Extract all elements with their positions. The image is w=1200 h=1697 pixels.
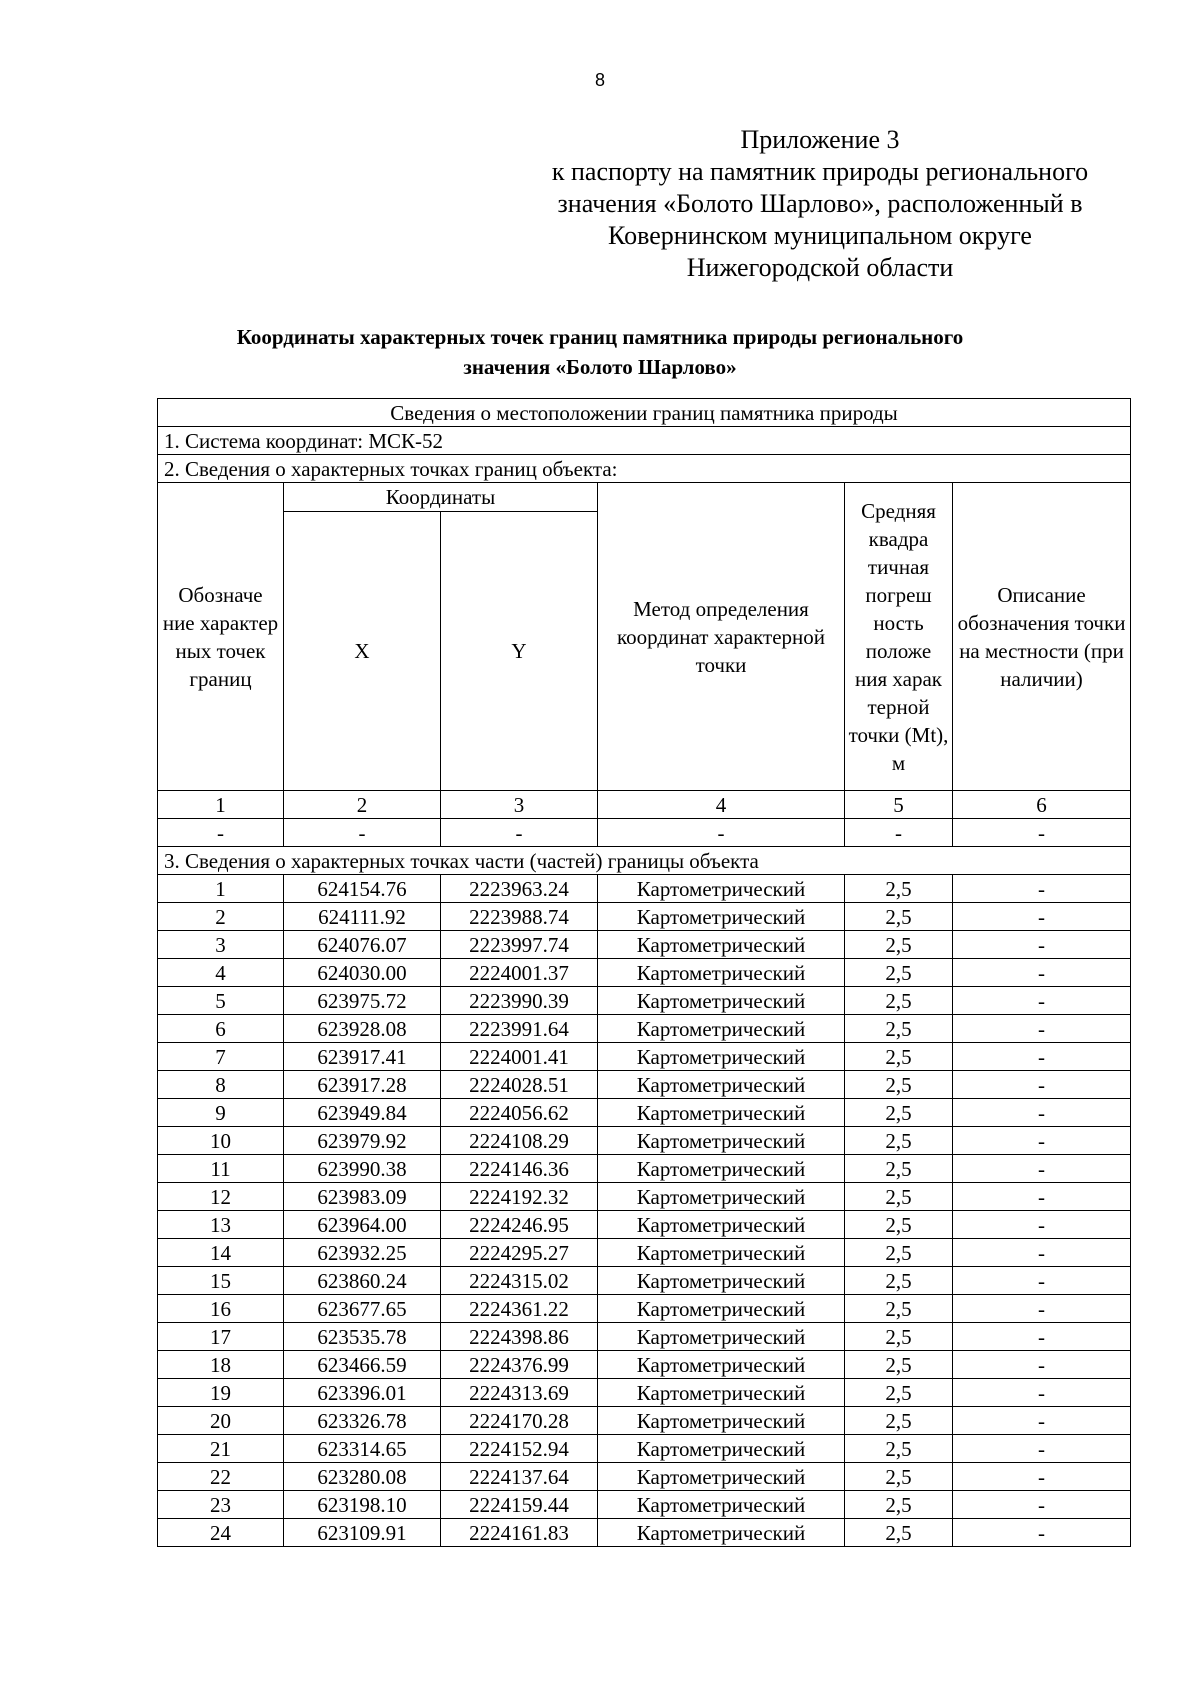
header-row-1 xyxy=(158,483,1131,512)
y-coordinate: 2224146.36 xyxy=(441,1155,598,1183)
header-designation: Обозначе ние характер ных точек границ xyxy=(158,483,284,791)
parts-heading-row xyxy=(158,847,1131,875)
description-cell: - xyxy=(953,1379,1131,1407)
description-cell: - xyxy=(953,1043,1131,1071)
y-coordinate: 2224161.83 xyxy=(441,1519,598,1547)
error-value: 2,5 xyxy=(845,1127,953,1155)
table-row xyxy=(158,1267,1131,1295)
header-description: Описание обозначения точки на местности (при наличии) xyxy=(953,483,1131,791)
column-numbers-row xyxy=(158,791,1131,819)
error-value: 2,5 xyxy=(845,1267,953,1295)
x-coordinate: 623326.78 xyxy=(284,1407,441,1435)
description-cell: - xyxy=(953,1267,1131,1295)
x-coordinate: 623860.24 xyxy=(284,1267,441,1295)
table-row xyxy=(158,1127,1131,1155)
empty-cell: - xyxy=(441,819,598,847)
point-number: 13 xyxy=(158,1211,284,1239)
description-cell: - xyxy=(953,1239,1131,1267)
method-cell: Картометрический xyxy=(598,1043,845,1071)
description-cell: - xyxy=(953,1351,1131,1379)
method-cell: Картометрический xyxy=(598,1491,845,1519)
x-coordinate: 623917.41 xyxy=(284,1043,441,1071)
point-number: 15 xyxy=(158,1267,284,1295)
point-number: 6 xyxy=(158,1015,284,1043)
table-row xyxy=(158,903,1131,931)
error-value: 2,5 xyxy=(845,1351,953,1379)
column-number: 6 xyxy=(953,791,1131,819)
document-title xyxy=(150,322,1050,382)
method-cell: Картометрический xyxy=(598,1351,845,1379)
error-value: 2,5 xyxy=(845,1015,953,1043)
x-coordinate: 623466.59 xyxy=(284,1351,441,1379)
empty-cell: - xyxy=(284,819,441,847)
method-cell: Картометрический xyxy=(598,903,845,931)
description-cell: - xyxy=(953,1435,1131,1463)
appendix-line: Приложение 3 xyxy=(740,125,900,154)
method-cell: Картометрический xyxy=(598,931,845,959)
y-coordinate: 2224313.69 xyxy=(441,1379,598,1407)
column-number: 5 xyxy=(845,791,953,819)
appendix-line: Нижегородской области xyxy=(686,253,954,282)
appendix-line: к паспорту на памятник природы регионального xyxy=(551,157,1089,186)
empty-cell: - xyxy=(158,819,284,847)
x-coordinate: 623983.09 xyxy=(284,1183,441,1211)
table-row xyxy=(158,875,1131,903)
table-row xyxy=(158,1071,1131,1099)
point-number: 19 xyxy=(158,1379,284,1407)
y-coordinate: 2224192.32 xyxy=(441,1183,598,1211)
title-line: Координаты характерных точек границ памятника природы регионального xyxy=(236,325,964,349)
table-row xyxy=(158,1295,1131,1323)
y-coordinate: 2224001.37 xyxy=(441,959,598,987)
y-coordinate: 2224001.41 xyxy=(441,1043,598,1071)
empty-cell: - xyxy=(953,819,1131,847)
description-cell: - xyxy=(953,959,1131,987)
y-coordinate: 2223988.74 xyxy=(441,903,598,931)
error-value: 2,5 xyxy=(845,1323,953,1351)
method-cell: Картометрический xyxy=(598,1183,845,1211)
point-number: 10 xyxy=(158,1127,284,1155)
y-coordinate: 2224361.22 xyxy=(441,1295,598,1323)
description-cell: - xyxy=(953,903,1131,931)
header-method: Метод определения координат характерной точки xyxy=(598,483,845,791)
y-coordinate: 2224108.29 xyxy=(441,1127,598,1155)
empty-cell: - xyxy=(598,819,845,847)
column-number: 3 xyxy=(441,791,598,819)
object-points-heading-row xyxy=(158,455,1131,483)
point-number: 18 xyxy=(158,1351,284,1379)
error-value: 2,5 xyxy=(845,1183,953,1211)
table-row xyxy=(158,1351,1131,1379)
method-cell: Картометрический xyxy=(598,1015,845,1043)
x-coordinate: 623975.72 xyxy=(284,987,441,1015)
y-coordinate: 2224028.51 xyxy=(441,1071,598,1099)
point-number: 2 xyxy=(158,903,284,931)
x-coordinate: 623396.01 xyxy=(284,1379,441,1407)
y-coordinate: 2224152.94 xyxy=(441,1435,598,1463)
section-title-row xyxy=(158,399,1131,427)
error-value: 2,5 xyxy=(845,903,953,931)
error-value: 2,5 xyxy=(845,1379,953,1407)
x-coordinate: 623949.84 xyxy=(284,1099,441,1127)
appendix-header xyxy=(500,124,1140,284)
point-number: 1 xyxy=(158,875,284,903)
error-value: 2,5 xyxy=(845,1155,953,1183)
coordinates-table xyxy=(157,398,1131,1547)
x-coordinate: 624154.76 xyxy=(284,875,441,903)
coordinate-system: 1. Система координат: МСК-52 xyxy=(158,427,1131,455)
point-number: 9 xyxy=(158,1099,284,1127)
error-value: 2,5 xyxy=(845,1239,953,1267)
description-cell: - xyxy=(953,1071,1131,1099)
y-coordinate: 2224159.44 xyxy=(441,1491,598,1519)
point-number: 21 xyxy=(158,1435,284,1463)
point-number: 22 xyxy=(158,1463,284,1491)
point-number: 11 xyxy=(158,1155,284,1183)
table-row xyxy=(158,1211,1131,1239)
y-coordinate: 2224056.62 xyxy=(441,1099,598,1127)
error-value: 2,5 xyxy=(845,1407,953,1435)
point-number: 4 xyxy=(158,959,284,987)
description-cell: - xyxy=(953,1155,1131,1183)
title-line: значения «Болото Шарлово» xyxy=(463,355,737,379)
error-value: 2,5 xyxy=(845,1519,953,1547)
method-cell: Картометрический xyxy=(598,1295,845,1323)
method-cell: Картометрический xyxy=(598,1323,845,1351)
x-coordinate: 623109.91 xyxy=(284,1519,441,1547)
method-cell: Картометрический xyxy=(598,1463,845,1491)
error-value: 2,5 xyxy=(845,931,953,959)
empty-cell: - xyxy=(845,819,953,847)
method-cell: Картометрический xyxy=(598,1155,845,1183)
method-cell: Картометрический xyxy=(598,1407,845,1435)
table-row xyxy=(158,1435,1131,1463)
y-coordinate: 2224137.64 xyxy=(441,1463,598,1491)
appendix-line: значения «Болото Шарлово», расположенный в xyxy=(557,189,1083,218)
table-row xyxy=(158,1015,1131,1043)
x-coordinate: 623198.10 xyxy=(284,1491,441,1519)
point-number: 3 xyxy=(158,931,284,959)
appendix-line: Ковернинском муниципальном округе xyxy=(608,221,1032,250)
error-value: 2,5 xyxy=(845,1099,953,1127)
error-value: 2,5 xyxy=(845,1435,953,1463)
table-row xyxy=(158,1183,1131,1211)
x-coordinate: 623928.08 xyxy=(284,1015,441,1043)
method-cell: Картометрический xyxy=(598,1071,845,1099)
x-coordinate: 623964.00 xyxy=(284,1211,441,1239)
method-cell: Картометрический xyxy=(598,1267,845,1295)
error-value: 2,5 xyxy=(845,1295,953,1323)
coordinate-system-row xyxy=(158,427,1131,455)
x-coordinate: 623917.28 xyxy=(284,1071,441,1099)
x-coordinate: 623932.25 xyxy=(284,1239,441,1267)
description-cell: - xyxy=(953,1519,1131,1547)
description-cell: - xyxy=(953,1407,1131,1435)
y-coordinate: 2224246.95 xyxy=(441,1211,598,1239)
point-number: 24 xyxy=(158,1519,284,1547)
error-value: 2,5 xyxy=(845,875,953,903)
section-title: Сведения о местоположении границ памятника природы xyxy=(158,399,1131,427)
method-cell: Картометрический xyxy=(598,1099,845,1127)
error-value: 2,5 xyxy=(845,1463,953,1491)
column-number: 4 xyxy=(598,791,845,819)
description-cell: - xyxy=(953,931,1131,959)
x-coordinate: 623280.08 xyxy=(284,1463,441,1491)
method-cell: Картометрический xyxy=(598,1519,845,1547)
table-row xyxy=(158,1239,1131,1267)
x-coordinate: 624030.00 xyxy=(284,959,441,987)
y-coordinate: 2223963.24 xyxy=(441,875,598,903)
point-number: 14 xyxy=(158,1239,284,1267)
table-row xyxy=(158,1323,1131,1351)
x-coordinate: 623990.38 xyxy=(284,1155,441,1183)
y-coordinate: 2223991.64 xyxy=(441,1015,598,1043)
description-cell: - xyxy=(953,1211,1131,1239)
x-coordinate: 624111.92 xyxy=(284,903,441,931)
method-cell: Картометрический xyxy=(598,1211,845,1239)
object-points-heading: 2. Сведения о характерных точках границ объекта: xyxy=(158,455,1131,483)
point-number: 23 xyxy=(158,1491,284,1519)
y-coordinate: 2224295.27 xyxy=(441,1239,598,1267)
description-cell: - xyxy=(953,1323,1131,1351)
table-row xyxy=(158,1463,1131,1491)
description-cell: - xyxy=(953,875,1131,903)
error-value: 2,5 xyxy=(845,1043,953,1071)
y-coordinate: 2224398.86 xyxy=(441,1323,598,1351)
error-value: 2,5 xyxy=(845,959,953,987)
y-coordinate: 2223997.74 xyxy=(441,931,598,959)
method-cell: Картометрический xyxy=(598,987,845,1015)
point-number: 16 xyxy=(158,1295,284,1323)
description-cell: - xyxy=(953,1099,1131,1127)
description-cell: - xyxy=(953,1463,1131,1491)
description-cell: - xyxy=(953,1183,1131,1211)
column-number: 1 xyxy=(158,791,284,819)
method-cell: Картометрический xyxy=(598,1379,845,1407)
header-error: Средняя квадра тичная погреш ность положе ния харак терной точки (Mt), м xyxy=(845,483,953,791)
table-row xyxy=(158,1519,1131,1547)
method-cell: Картометрический xyxy=(598,1435,845,1463)
table-row xyxy=(158,1407,1131,1435)
x-coordinate: 623677.65 xyxy=(284,1295,441,1323)
page-number: 8 xyxy=(594,70,605,90)
description-cell: - xyxy=(953,1295,1131,1323)
table-row xyxy=(158,1099,1131,1127)
error-value: 2,5 xyxy=(845,1211,953,1239)
method-cell: Картометрический xyxy=(598,1127,845,1155)
table-row xyxy=(158,987,1131,1015)
description-cell: - xyxy=(953,1491,1131,1519)
description-cell: - xyxy=(953,987,1131,1015)
method-cell: Картометрический xyxy=(598,875,845,903)
x-coordinate: 623535.78 xyxy=(284,1323,441,1351)
point-number: 17 xyxy=(158,1323,284,1351)
object-empty-row xyxy=(158,819,1131,847)
y-coordinate: 2224376.99 xyxy=(441,1351,598,1379)
error-value: 2,5 xyxy=(845,1491,953,1519)
point-number: 5 xyxy=(158,987,284,1015)
parts-heading: 3. Сведения о характерных точках части (частей) границы объекта xyxy=(158,847,1131,875)
column-number: 2 xyxy=(284,791,441,819)
table-row xyxy=(158,1155,1131,1183)
x-coordinate: 623314.65 xyxy=(284,1435,441,1463)
y-coordinate: 2223990.39 xyxy=(441,987,598,1015)
table-row xyxy=(158,931,1131,959)
header-x: X xyxy=(284,512,441,791)
table-row xyxy=(158,1379,1131,1407)
point-number: 12 xyxy=(158,1183,284,1211)
method-cell: Картометрический xyxy=(598,959,845,987)
y-coordinate: 2224170.28 xyxy=(441,1407,598,1435)
point-number: 20 xyxy=(158,1407,284,1435)
description-cell: - xyxy=(953,1127,1131,1155)
point-number: 8 xyxy=(158,1071,284,1099)
description-cell: - xyxy=(953,1015,1131,1043)
x-coordinate: 623979.92 xyxy=(284,1127,441,1155)
header-coordinates: Координаты xyxy=(284,483,598,512)
table-row xyxy=(158,959,1131,987)
x-coordinate: 624076.07 xyxy=(284,931,441,959)
y-coordinate: 2224315.02 xyxy=(441,1267,598,1295)
error-value: 2,5 xyxy=(845,987,953,1015)
table-row xyxy=(158,1043,1131,1071)
point-number: 7 xyxy=(158,1043,284,1071)
table-row xyxy=(158,1491,1131,1519)
header-y: Y xyxy=(441,512,598,791)
error-value: 2,5 xyxy=(845,1071,953,1099)
method-cell: Картометрический xyxy=(598,1239,845,1267)
